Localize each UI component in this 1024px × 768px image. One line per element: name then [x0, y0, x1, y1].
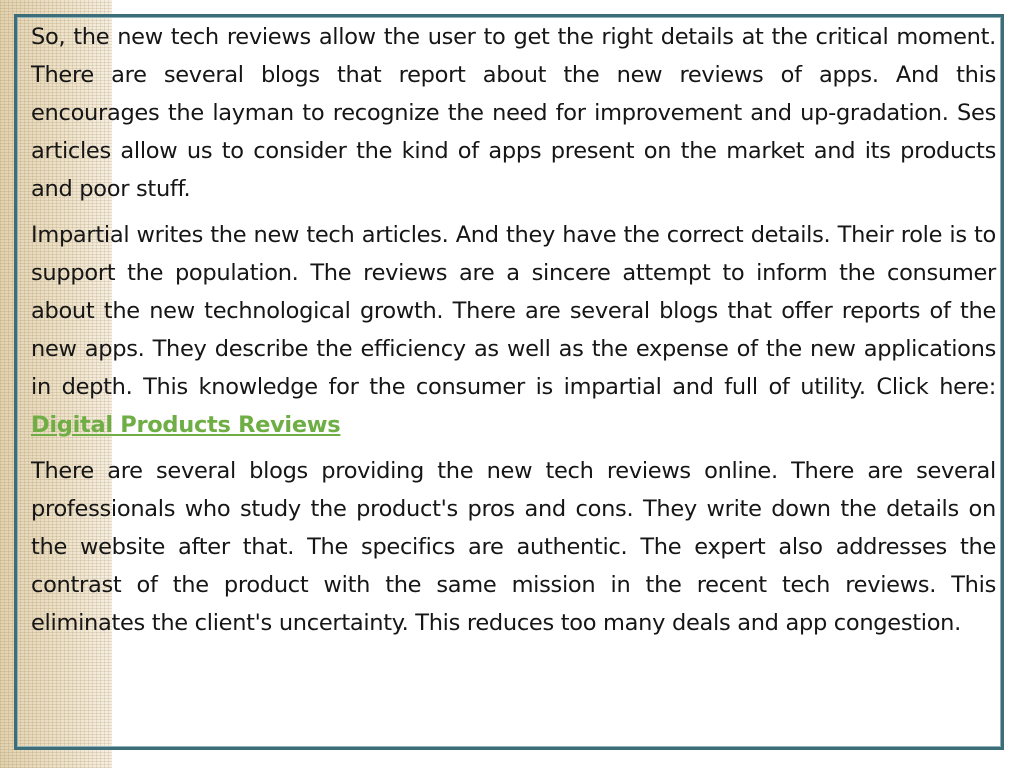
paragraph-2 — [31, 216, 996, 444]
paragraph-3-text: There are several blogs providing the new tech reviews online. There are several professionals who study the product's pros and cons. They write down the details on the website after that. The specifics are authentic. The expert also addresses the contrast of the product with the same mission in the recent tech reviews. This eliminates the client's uncertainty. This reduces too many deals and app congestion. — [31, 458, 996, 636]
digital-products-reviews-link[interactable]: Digital Products Reviews — [31, 412, 341, 438]
slide-body — [31, 18, 996, 650]
paragraph-2-text: Impartial writes the new tech articles. And they have the correct details. Their role is to support the population. The reviews are a sincere attempt to inform the consumer about the new technological growth. There are several blogs that offer reports of the new apps. They describe the efficiency as well as the expense of the new applications in depth. This knowledge for the consumer is impartial and full of utility. Click here: — [31, 222, 996, 400]
paragraph-1-text: So, the new tech reviews allow the user to get the right details at the critical moment. There are several blogs that report about the new reviews of apps. And this encourages the layman to recognize the need for improvement and up-gradation. Ses articles allow us to consider the kind of apps present on the market and its products and poor stuff. — [31, 24, 996, 202]
paragraph-3 — [31, 452, 996, 642]
paragraph-1 — [31, 18, 996, 208]
